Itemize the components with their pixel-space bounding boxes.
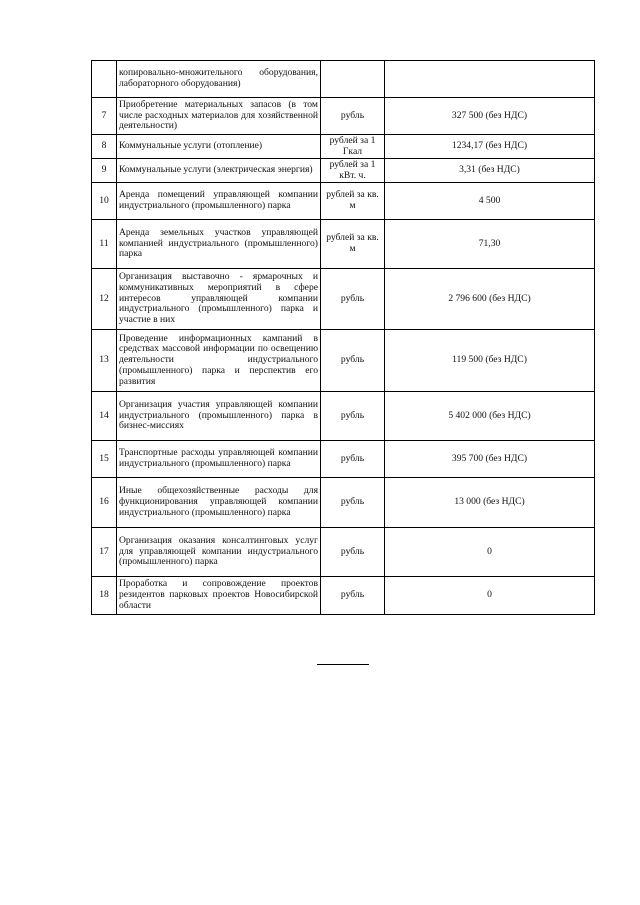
expense-name: Коммунальные услуги (электрическая энергия) [117,159,321,183]
expense-name: Коммунальные услуги (отопление) [117,135,321,159]
table-row [92,135,595,159]
table-row [92,392,595,441]
row-number: 17 [92,528,117,577]
row-number: 8 [92,135,117,159]
table-row [92,478,595,528]
row-number: 11 [92,220,117,269]
row-number: 12 [92,269,117,330]
table-row [92,528,595,577]
table-row [92,441,595,478]
unit-of-measure: рубль [321,441,385,478]
unit-of-measure: рубль [321,269,385,330]
unit-of-measure: рублей за 1 кВт. ч. [321,159,385,183]
price-value: 0 [385,577,595,615]
table-row [92,220,595,269]
price-value: 395 700 (без НДС) [385,441,595,478]
row-number: 16 [92,478,117,528]
unit-of-measure: рубль [321,392,385,441]
table-row [92,577,595,615]
table-row [92,61,595,98]
row-number [92,61,117,98]
unit-of-measure: рублей за кв. м [321,183,385,220]
unit-of-measure: рубль [321,98,385,135]
table-row [92,159,595,183]
table-row [92,183,595,220]
expense-name: Проработка и сопровождение проектов резидентов парковых проектов Новосибирской области [117,577,321,615]
expense-name: Аренда земельных участков управляющей компанией индустриального (промышленного) парка [117,220,321,269]
price-value: 1234,17 (без НДС) [385,135,595,159]
row-number: 14 [92,392,117,441]
unit-of-measure: рубль [321,577,385,615]
row-number: 9 [92,159,117,183]
unit-of-measure [321,61,385,98]
expense-name: Организация оказания консалтинговых услуг для управляющей компании индустриального (промышленного) парка [117,528,321,577]
row-number: 18 [92,577,117,615]
price-value: 71,30 [385,220,595,269]
price-value [385,61,595,98]
price-value: 13 000 (без НДС) [385,478,595,528]
price-value: 119 500 (без НДС) [385,330,595,392]
row-number: 10 [92,183,117,220]
table-row [92,269,595,330]
expense-name: Организация участия управляющей компании индустриального (промышленного) парка в бизнес-миссиях [117,392,321,441]
table-row [92,98,595,135]
expense-name: Приобретение материальных запасов (в том числе расходных материалов для хозяйственной деятельности) [117,98,321,135]
expense-name: копировально-множительного оборудования, лабораторного оборудования) [117,61,321,98]
row-number: 13 [92,330,117,392]
unit-of-measure: рублей за кв. м [321,220,385,269]
row-number: 15 [92,441,117,478]
price-value: 3,31 (без НДС) [385,159,595,183]
closing-dash [317,664,369,665]
price-value: 5 402 000 (без НДС) [385,392,595,441]
price-value: 0 [385,528,595,577]
expense-name: Аренда помещений управляющей компании индустриального (промышленного) парка [117,183,321,220]
price-table [91,60,595,615]
expense-name: Организация выставочно - ярмарочных и коммуникативных мероприятий в сфере интересов управляющей компании индустриального (промышленного) парка и участие в них [117,269,321,330]
unit-of-measure: рубль [321,330,385,392]
expense-name: Транспортные расходы управляющей компании индустриального (промышленного) парка [117,441,321,478]
table-row [92,330,595,392]
expense-name: Иные общехозяйственные расходы для функционирования управляющей компании индустриального (промышленного) парка [117,478,321,528]
price-value: 327 500 (без НДС) [385,98,595,135]
unit-of-measure: рубль [321,478,385,528]
expense-name: Проведение информационных кампаний в средствах массовой информации по освещению деятельности индустриального (промышленного) парка и перспектив его развития [117,330,321,392]
unit-of-measure: рублей за 1 Гкал [321,135,385,159]
row-number: 7 [92,98,117,135]
price-value: 2 796 600 (без НДС) [385,269,595,330]
price-value: 4 500 [385,183,595,220]
unit-of-measure: рубль [321,528,385,577]
